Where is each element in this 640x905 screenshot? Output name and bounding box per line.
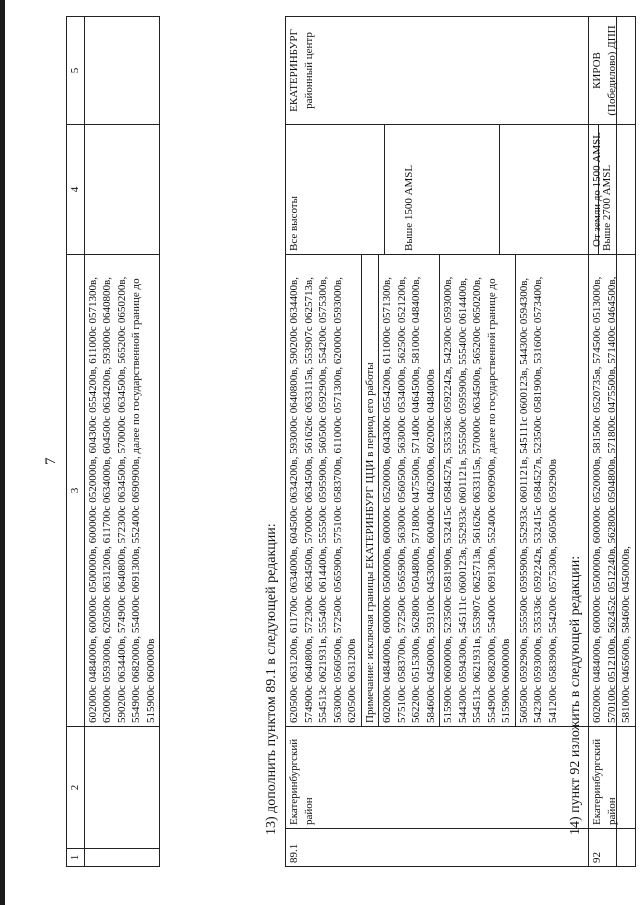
- table-row: [589, 17, 636, 867]
- table-header-row: [67, 17, 85, 867]
- header-col-5: 5: [67, 17, 85, 125]
- altitude-sub2: [499, 125, 598, 254]
- district-name: Екатеринбургский район: [589, 727, 636, 829]
- altitude-block: [286, 125, 617, 255]
- table-92: [588, 16, 636, 867]
- coordinates-block: [286, 255, 617, 727]
- table-row: [84, 17, 160, 867]
- cell-empty: [84, 727, 160, 849]
- coordinates-cell: 602000с 0484000в, 600000с 0500000в, 600000с 0520000в, 581500с 0520735в, 574500с 0513000в, 570100с 0512100в, 562452с 0512240в, 562800с 0504800в, 571800с 0475500в, 571400с 0464500в, 581000с 0465600в, 584600с 0450000в,: [589, 255, 636, 727]
- item-number: 89.1: [286, 829, 617, 867]
- coordinates-main: 620500с 0631200в, 611700с 0634000в, 604500с 0634200в, 593000с 0640800в, 590200с 0634400в, 574900с 0640800в, 572300с 0634500в, 570000с 0634500в, 561626с 0633115в, 553907с 0625713в, 554513с 0621931в, 555400с 0614400в, 555500с 0595900в, 560500с 0592900в, 554200с 0575300в, 563000с 0560500в, 572500с 0565900в, 575100с 0583700в, 611000с 0571300в, 620000с 0593000в, 620500с 0631200в: [288, 276, 358, 723]
- coordinates-cell: 602000с 0484000в, 600000с 0500000в, 600000с 0520000в, 604300с 0554200в, 611000с 0571300в, 620000с 0593000в, 620500с 0631200в, 611700с 0634000в, 604500с 0634200в, 593000с 0640800в, 590200с 0634400в, 574900с 0640800в, 572300с 0634500в, 570000с 0634500в, 565200с 0650200в, 554900с 0682000в, 554000с 0691300в, 552400с 0690900в, далее по государственной границе до 515900с 0600000в: [84, 255, 160, 727]
- table-row: [286, 17, 617, 867]
- item-number: 92: [589, 829, 636, 867]
- header-col-3: 3: [67, 255, 85, 727]
- page-number: 7: [43, 457, 59, 465]
- coordinates-sub1: 602000с 0484000в, 600000с 0500000в, 600000с 0520000в, 604300с 0554200в, 611000с 0571300в, 575100с 0583700в, 572500с 0565900в, 563000с 0560500в, 563000с 0534000в, 562500с 0521200в, 562200с 0515300в, 562800с 0504800в, 571800с 0475500в, 571400с 0464500в, 581000с 0484000в, 584600с 0450000в, 593100с 0453000в, 600400с 0462000в, 602000с 0484000в: [381, 276, 437, 723]
- coordinates-sub2: 515900с 0600000в, 523500с 0581900в, 532415с 0584527в, 535336с 0592242в, 542300с 0593000в, 544300с 0594300в, 545111с 0600123в, 552933с 0601121в, 555500с 0595900в, 555400с 0614400в, 554513с 0621931в, 553907с 0625713в, 561626с 0633115в, 570000с 0634500в, 565200с 0650200в, 554900с 0682000в, 554000с 0691300в, 552400с 0690900в, далее по государственной границе до 515900с 0600000в: [439, 255, 515, 726]
- header-col-4: 4: [67, 125, 85, 255]
- amendment-14-heading: 14) пункт 92 изложить в следующей редакции:: [568, 555, 583, 835]
- table-continuation: [66, 16, 160, 867]
- center-name: ЕКАТЕРИНБУРГ районный центр: [286, 17, 617, 125]
- amendment-13-heading: 13) дополнить пунктом 89.1 в следующей редакции:: [264, 523, 279, 835]
- center-name: КИРОВ (Победилово) ДПП: [589, 17, 636, 125]
- altitude-sub3: Выше 2700 AMSL: [598, 125, 616, 254]
- altitude-sub1: Выше 1500 AMSL: [403, 164, 415, 251]
- header-col-2: 2: [67, 727, 85, 849]
- altitude-cell: От земли до 1500 AMSL: [589, 125, 636, 255]
- note-text: Примечание: исключая границы ЕКАТЕРИНБУРГ ЦЦИ в период его работы: [361, 255, 380, 726]
- cell-empty: [84, 17, 160, 125]
- cell-empty: [84, 125, 160, 255]
- cell-empty: [84, 849, 160, 867]
- district-name: Екатеринбургский район: [286, 727, 617, 829]
- altitude-main: Все высоты: [288, 195, 300, 251]
- table-89-1: [285, 16, 617, 867]
- coordinates-sub3: 560500с 0592900в, 555500с 0595900в, 552933с 0601121в, 545111с 0600123в, 544300с 0594300в, 542300с 0593000в, 535336с 0592242в, 532415с 0584527в, 523500с 0581900в, 531600с 0573400в, 541200с 0583900в, 554200с 0575300в, 560500с 0592900в: [515, 255, 562, 726]
- header-col-1: 1: [67, 849, 85, 867]
- altitude-note-spacer: [384, 125, 401, 254]
